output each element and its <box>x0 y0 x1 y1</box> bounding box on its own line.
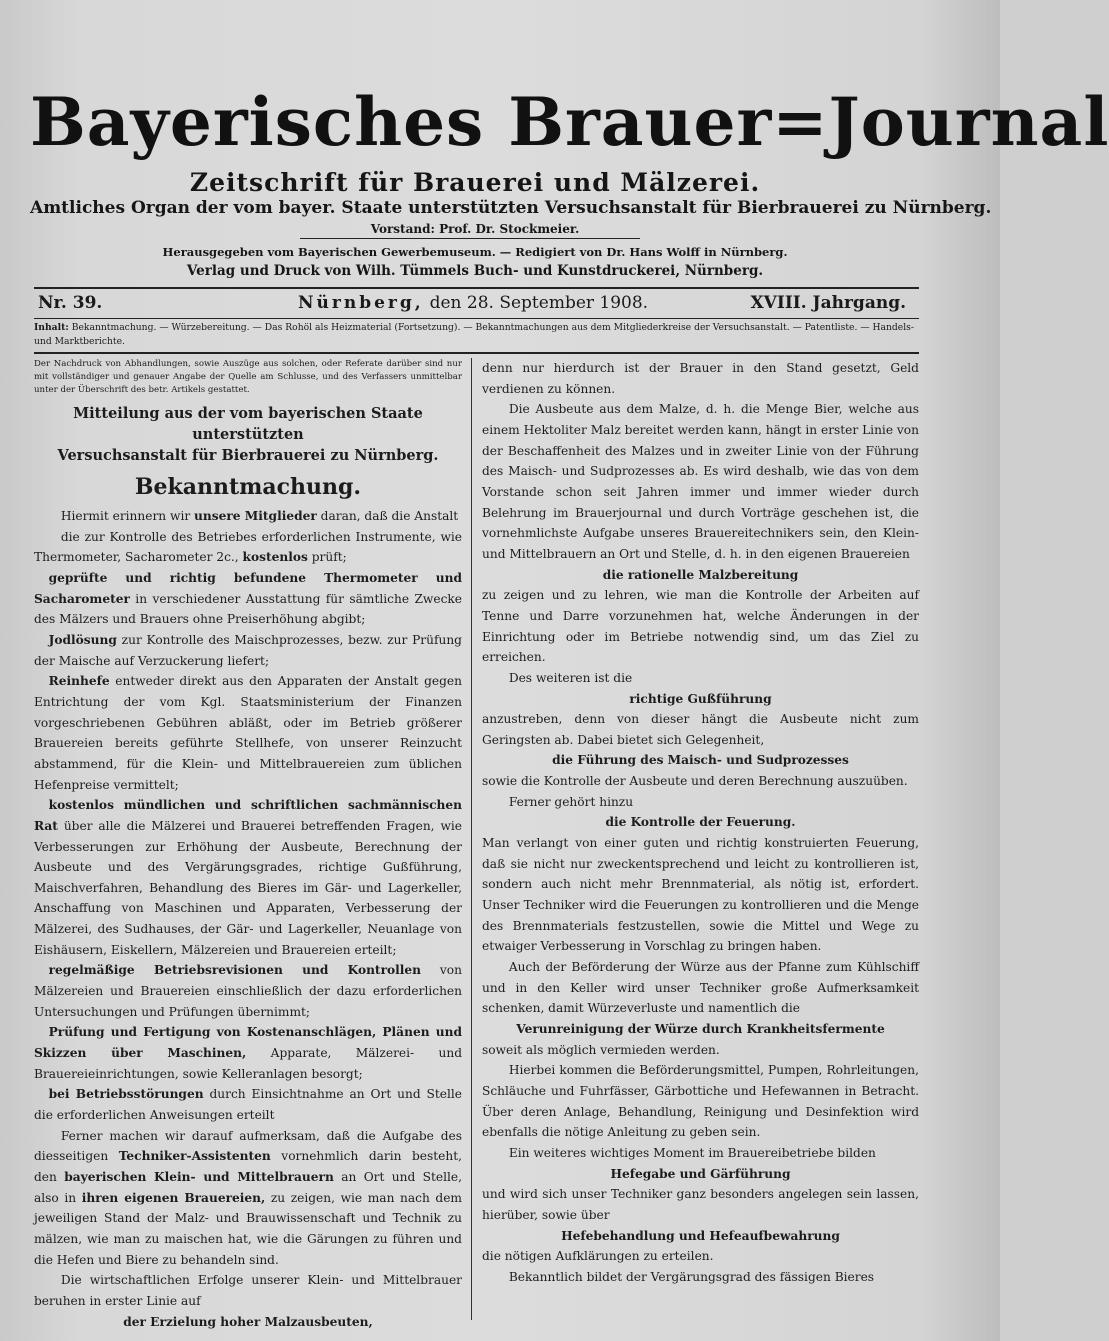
subheading: Hefebehandlung und Hefeaufbewahrung <box>561 1228 840 1243</box>
issue-place: Nürnberg, <box>298 293 424 313</box>
bold-run: Reinhefe <box>48 674 110 689</box>
bold-run: ihren eigenen Brauereien, <box>81 1190 266 1205</box>
paragraph <box>34 568 462 630</box>
text-run: durch Einsichtnahme an Ort und Stelle die erforderlichen Anweisungen erteilt <box>34 1087 462 1123</box>
paragraph <box>34 1126 462 1271</box>
paragraph <box>34 960 462 1022</box>
text-run: prüft; <box>307 550 347 565</box>
paragraph: die nötigen Aufklärungen zu erteilen. <box>482 1249 714 1264</box>
subheading: Hefegabe und Gärführung <box>610 1166 791 1181</box>
contents-text: Bekanntmachung. — Würzebereitung. — Das Rohöl als Heizmaterial (Fortsetzung). — Bekanntmachungen aus dem Mitgliederkreise der Versuchsanstalt. — Patentliste. — Handels- und Marktberichte. <box>34 322 914 347</box>
contents-rule <box>34 352 919 354</box>
reprint-notice: Der Nachdruck von Abhandlungen, sowie Auszüge aus solchen, oder Referate darüber sind nur mit vollständiger und genauer Angabe der Quelle am Schlusse, und des Verfassers unmittelbar unter der Überschrift des betr. Artikels gestattet. <box>34 359 462 395</box>
subheading: die Führung des Maisch- und Sudprozesses <box>552 753 849 768</box>
divider <box>300 238 640 239</box>
text-run: daran, daß die Anstalt <box>316 509 459 523</box>
article-title-line-2: Versuchsanstalt für Bierbrauerei zu Nürnberg. <box>57 447 439 464</box>
article-title-line-1: Mitteilung aus der vom bayerischen Staate unterstützten <box>73 405 423 443</box>
contents-label: Inhalt: <box>34 322 69 333</box>
text-run: über alle die Mälzerei und Brauerei betreffenden Fragen, wie Verbesserungen zur Erhöhung der Ausbeute, Berechnung der Ausbeute und des Vergärungsgrades, richtige Gußführung, Maischverfahren, Behandlung des Bieres im Gär- und Lagerkeller, Anschaffung von Maschinen und Apparaten, Verbesserung der Mälzerei, des Sudhauses, der Gär- und Lagerkeller, Neuanlage von Eishäusern, Eiskellern, Mälzereien und Brauereien erteilt; <box>34 818 462 957</box>
text-run: von Mälzereien und Brauereien einschließlich der dazu erforderlichen Untersuchungen und Prüfungen übernimmt; <box>34 963 462 1019</box>
bold-run: Prüfung und Fertigung von Kostenanschlägen, Plänen und Skizzen über Maschinen, <box>34 1025 462 1061</box>
paragraph <box>34 630 462 671</box>
text-run: Hiermit erinnern wir <box>60 509 195 523</box>
issue-volume: XVIII. Jahrgang. <box>750 293 906 313</box>
paragraph <box>34 1084 462 1125</box>
text-run: zur Kontrolle des Maischprozesses, bezw. zur Prüfung der Maische auf Verzuckerung liefert; <box>34 632 462 668</box>
bold-run: bayerischen Klein- und Mittelbrauern <box>64 1170 334 1184</box>
paragraph: Des weiteren ist die <box>508 670 633 685</box>
paragraph: Die Ausbeute aus dem Malze, d. h. die Menge Bier, welche aus einem Hektoliter Malz bereitet werden kann, hängt in erster Linie von der Beschaffenheit des Malzes und in zweiter Linie von der Führung des Maisch- und Sudprozesses ab. Es wird deshalb, wie das von dem Vorstande schon seit Jahren immer und immer wieder durch Belehrung im Brauerjournal und durch Vorträge geschehen ist, die vornehmlichste Aufgabe unseres Brauereitechnikers sein, den Klein- und Mittelbrauern an Ort und Stelle, d. h. in den eigenen Brauereien <box>482 402 919 561</box>
paragraph <box>34 671 462 795</box>
right-column <box>482 358 919 1288</box>
paragraph <box>34 506 462 527</box>
paragraph: Bekanntlich bildet der Vergärungsgrad des fässigen Bieres <box>508 1269 875 1284</box>
bold-run: kostenlos <box>242 550 308 565</box>
paragraph: Man verlangt von einer guten und richtig konstruierten Feuerung, daß sie nicht nur zweckentsprechend und leicht zu kontrollieren ist, sondern auch nicht mehr Brennmaterial, als nötig ist, erfordert. Unser Techniker wird die Feuerungen zu kontrollieren und die Menge des Brennmaterials festzustellen, sowie die Mittel und Wege zu etwaiger Verbesserung in Vorschlag zu bringen haben. <box>482 836 919 954</box>
text-run: entweder direkt aus den Apparaten der Anstalt gegen Entrichtung der vom Kgl. Staatsministerium der Finanzen vorgeschriebenen Gebühren abläßt, oder im Betrieb größerer Brauereien bereits geführte Stellhefe, von unserer Reinzucht abstammend, für die Klein- und Mittelbrauereien zum üblichen Hefenpreise vermittelt; <box>34 674 462 792</box>
paragraph <box>34 795 462 960</box>
text-run: Ferner machen wir darauf aufmerksam, daß die Aufgabe des diesseitigen <box>34 1128 462 1164</box>
issue-date-text: den 28. September 1908. <box>429 293 649 313</box>
text-run: in verschiedener Ausstattung für sämtliche Zwecke des Mälzers und Brauers ohne Preiserhöhung abgibt; <box>34 591 462 627</box>
bold-run: bei Betriebsstörungen <box>48 1087 204 1102</box>
paragraph: zu zeigen und zu lehren, wie man die Kontrolle der Arbeiten auf Tenne und Darre vorzunehmen hat, welche Änderungen in der Einrichtung oder im Betriebe notwendig sind, um das Ziel zu erreichen. <box>482 588 919 665</box>
subheading: Verunreinigung der Würze durch Krankheitsfermente <box>516 1022 885 1036</box>
paragraph: anzustreben, denn von dieser hängt die Ausbeute nicht zum Geringsten ab. Dabei bietet sich Gelegenheit, <box>482 712 919 747</box>
subheading: die Kontrolle der Feuerung. <box>605 815 796 830</box>
announcement-heading: Bekanntmachung. <box>134 474 362 500</box>
masthead-title: Bayerisches Brauer=Journal <box>30 83 1109 161</box>
paragraph: sowie die Kontrolle der Ausbeute und deren Berechnung auszuüben. <box>482 774 908 789</box>
text-run: Apparate, Mälzerei- und Brauereieinrichtungen, sowie Kelleranlagen besorgt; <box>34 1046 463 1081</box>
column-divider <box>471 358 472 1320</box>
text-run: die zur Kontrolle des Betriebes erforderlichen Instrumente, wie Thermometer, Sacharometer 2c., <box>34 529 462 565</box>
paragraph <box>34 527 462 568</box>
bold-run: regelmäßige Betriebsrevisionen und Kontrollen <box>48 963 421 978</box>
editors-line: Herausgegeben vom Bayerischen Gewerbemuseum. — Redigiert von Dr. Hans Wolff in Nürnberg. <box>162 245 788 259</box>
bold-run: Jodlösung <box>48 632 117 647</box>
paragraph: Ferner gehört hinzu <box>508 794 634 809</box>
subheading: der Erzielung hoher Malzausbeuten, <box>123 1314 373 1329</box>
left-column <box>34 358 462 1332</box>
paragraph <box>34 1022 462 1084</box>
text-run: vornehmlich darin besteht, den <box>34 1149 462 1184</box>
paragraph: Auch der Beförderung der Würze aus der Pfanne zum Kühlschiff und in den Keller wird unser Techniker große Aufmerksamkeit schenken, damit Würzeverluste und namentlich die <box>482 960 919 1016</box>
organ-line: Amtliches Organ der vom bayer. Staate unterstützten Versuchsanstalt für Bierbrauerei zu Nürnberg. <box>30 198 992 218</box>
paragraph: soweit als möglich vermieden werden. <box>482 1042 720 1057</box>
subheading: richtige Gußführung <box>629 691 772 706</box>
issue-number: Nr. 39. <box>38 293 103 313</box>
paragraph: Hierbei kommen die Beförderungsmittel, Pumpen, Rohrleitungen, Schläuche und Fuhrfässer, Gärbottiche und Hefewannen in Betracht. Über deren Anlage, Behandlung, Reinigung und Desinfektion wird ebenfalls die nötige Anleitung zu geben sein. <box>482 1063 919 1140</box>
top-rule <box>34 287 919 289</box>
issue-date <box>298 293 648 313</box>
publisher-line: Verlag und Druck von Wilh. Tümmels Buch- und Kunstdruckerei, Nürnberg. <box>186 263 764 279</box>
director-line: Vorstand: Prof. Dr. Stockmeier. <box>370 222 580 236</box>
issue-rule <box>34 318 919 319</box>
text-run: an Ort und Stelle, also in <box>34 1170 463 1205</box>
bold-run: Techniker-Assistenten <box>118 1149 271 1164</box>
paragraph: und wird sich unser Techniker ganz besonders angelegen sein lassen, hierüber, sowie über <box>482 1187 919 1222</box>
bold-run: geprüfte und richtig befundene Thermometer und Sacharometer <box>34 570 462 606</box>
paragraph: Ein weiteres wichtiges Moment im Brauereibetriebe bilden <box>508 1145 876 1160</box>
bold-run: kostenlos mündlichen und schriftlichen sachmännischen Rat <box>34 798 462 833</box>
paragraph: denn nur hierdurch ist der Brauer in den Stand gesetzt, Geld verdienen zu können. <box>482 361 919 396</box>
article-title <box>34 403 462 466</box>
table-of-contents <box>34 321 914 349</box>
text-run: zu zeigen, wie man nach dem jeweiligen Stand der Malz- und Brauwissenschaft und Technik zu mälzen, wie man zu maischen hat, wie die Gärungen zu führen und die Hefen und Biere zu behandeln sind. <box>34 1190 462 1267</box>
bold-run: unsere Mitglieder <box>194 509 317 523</box>
subheading: die rationelle Malzbereitung <box>602 567 799 582</box>
issue-row <box>38 293 906 317</box>
subtitle: Zeitschrift für Brauerei und Mälzerei. <box>189 168 761 197</box>
paragraph: Die wirtschaftlichen Erfolge unserer Klein- und Mittelbrauer beruhen in erster Linie auf <box>34 1273 462 1308</box>
